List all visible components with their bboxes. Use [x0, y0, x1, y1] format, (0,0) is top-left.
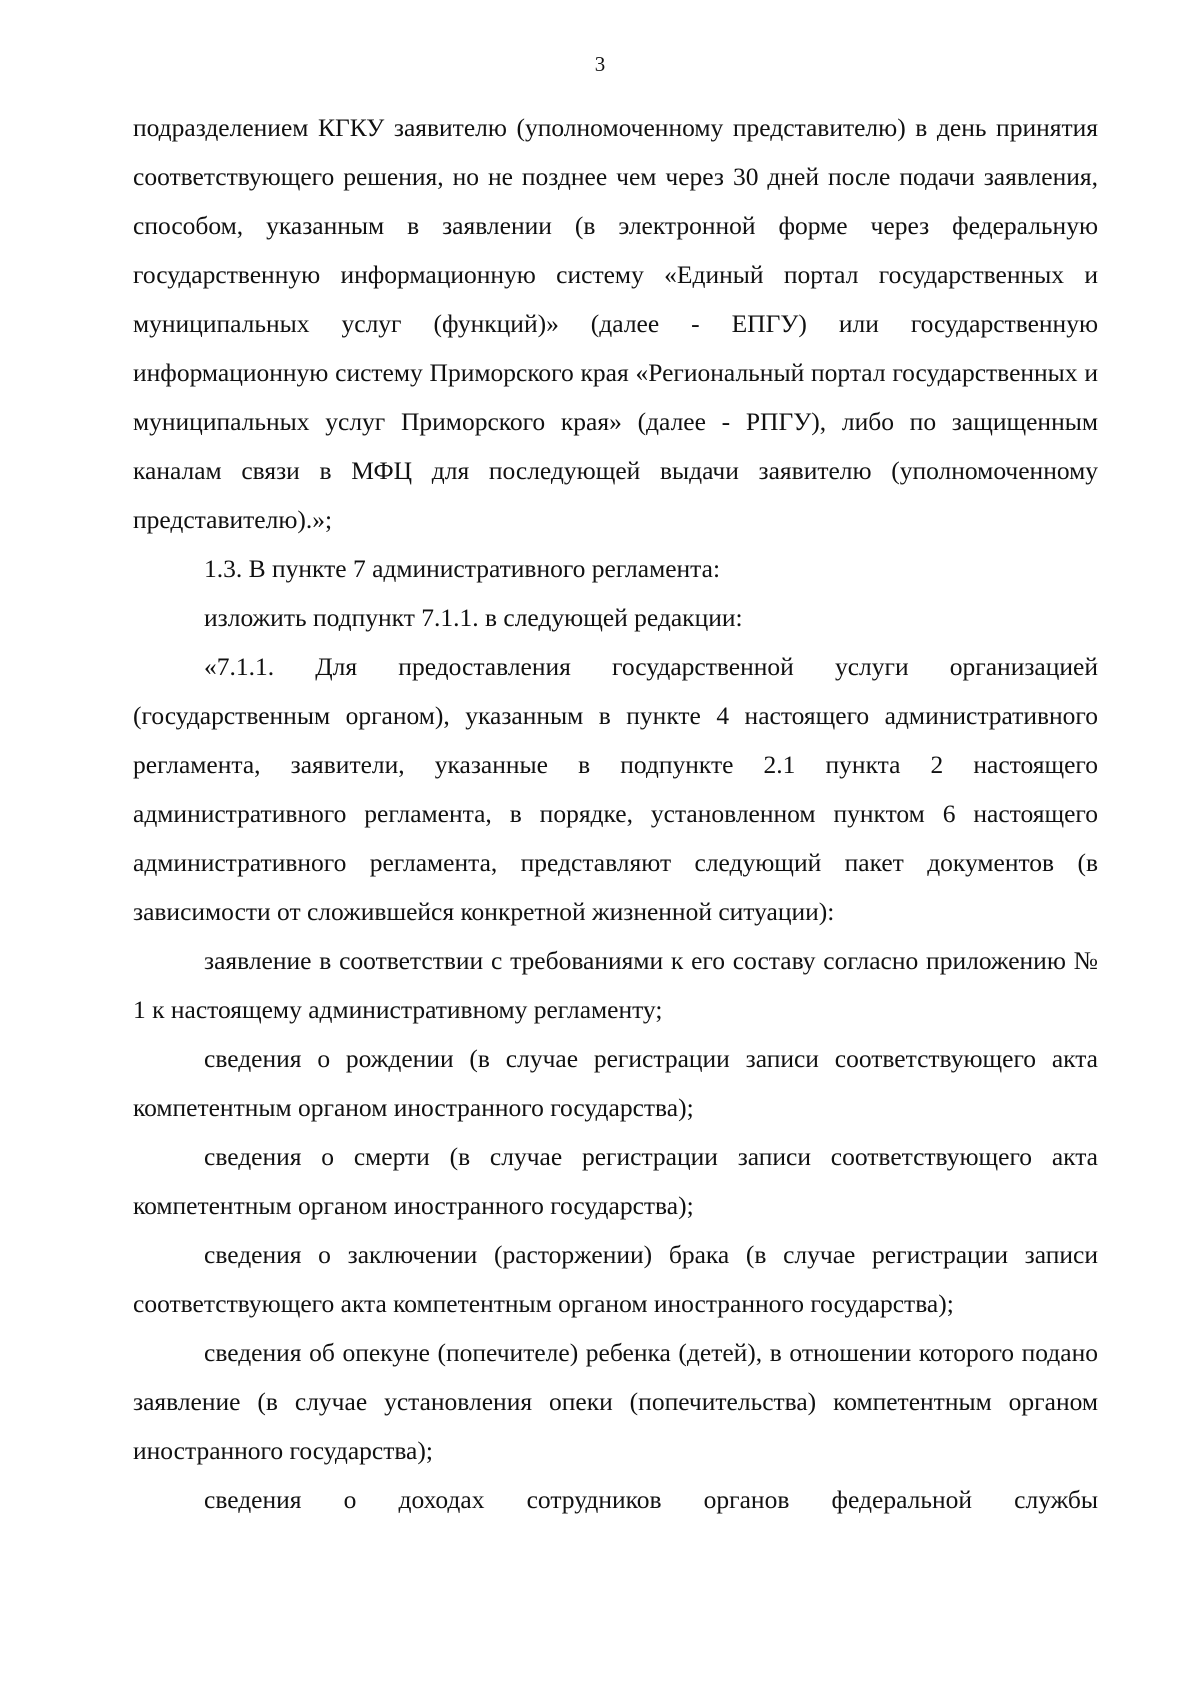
paragraph-death-info: сведения о смерти (в случае регистрации записи соответствующего акта компетентным органом иностранного государства);: [133, 1142, 1098, 1220]
paragraph-item-1-3: 1.3. В пункте 7 административного регламента:: [204, 554, 721, 583]
paragraph-income-info: сведения о доходах сотрудников органов федеральной службы: [204, 1485, 1098, 1514]
paragraph-amendment-intro: изложить подпункт 7.1.1. в следующей редакции:: [204, 603, 743, 632]
paragraph-marriage-info: сведения о заключении (расторжении) брака (в случае регистрации записи соответствующего акта компетентным органом иностранного государства);: [133, 1240, 1098, 1318]
page-number: 3: [594, 52, 606, 76]
paragraph-application: заявление в соответствии с требованиями к его составу согласно приложению № 1 к настоящему административному регламенту;: [133, 946, 1098, 1024]
paragraph-guardian-info: сведения об опекуне (попечителе) ребенка (детей), в отношении которого подано заявление (в случае установления опеки (попечительства) компетентным органом иностранного государства);: [133, 1338, 1098, 1465]
paragraph-continuation: подразделением КГКУ заявителю (уполномоченному представителю) в день принятия соответствующего решения, но не позднее чем через 30 дней после подачи заявления, способом, указанным в заявлении (в электронной форме через федеральную государственную информационную систему «Единый портал государственных и муниципальных услуг (функций)» (далее - ЕПГУ) или государственную информационную систему Приморского края «Региональный портал государственных и муниципальных услуг Приморского края» (далее - РПГУ), либо по защищенным каналам связи в МФЦ для последующей выдачи заявителю (уполномоченному представителю).»;: [133, 113, 1098, 534]
document-body: [133, 103, 1098, 1524]
paragraph-birth-info: сведения о рождении (в случае регистрации записи соответствующего акта компетентным органом иностранного государства);: [133, 1044, 1098, 1122]
paragraph-7-1-1: «7.1.1. Для предоставления государственной услуги организацией (государственным органом), указанным в пункте 4 настоящего административного регламента, заявители, указанные в подпункте 2.1 пункта 2 настоящего административного регламента, в порядке, установленном пунктом 6 настоящего административного регламента, представляют следующий пакет документов (в зависимости от сложившейся конкретной жизненной ситуации):: [133, 652, 1098, 926]
